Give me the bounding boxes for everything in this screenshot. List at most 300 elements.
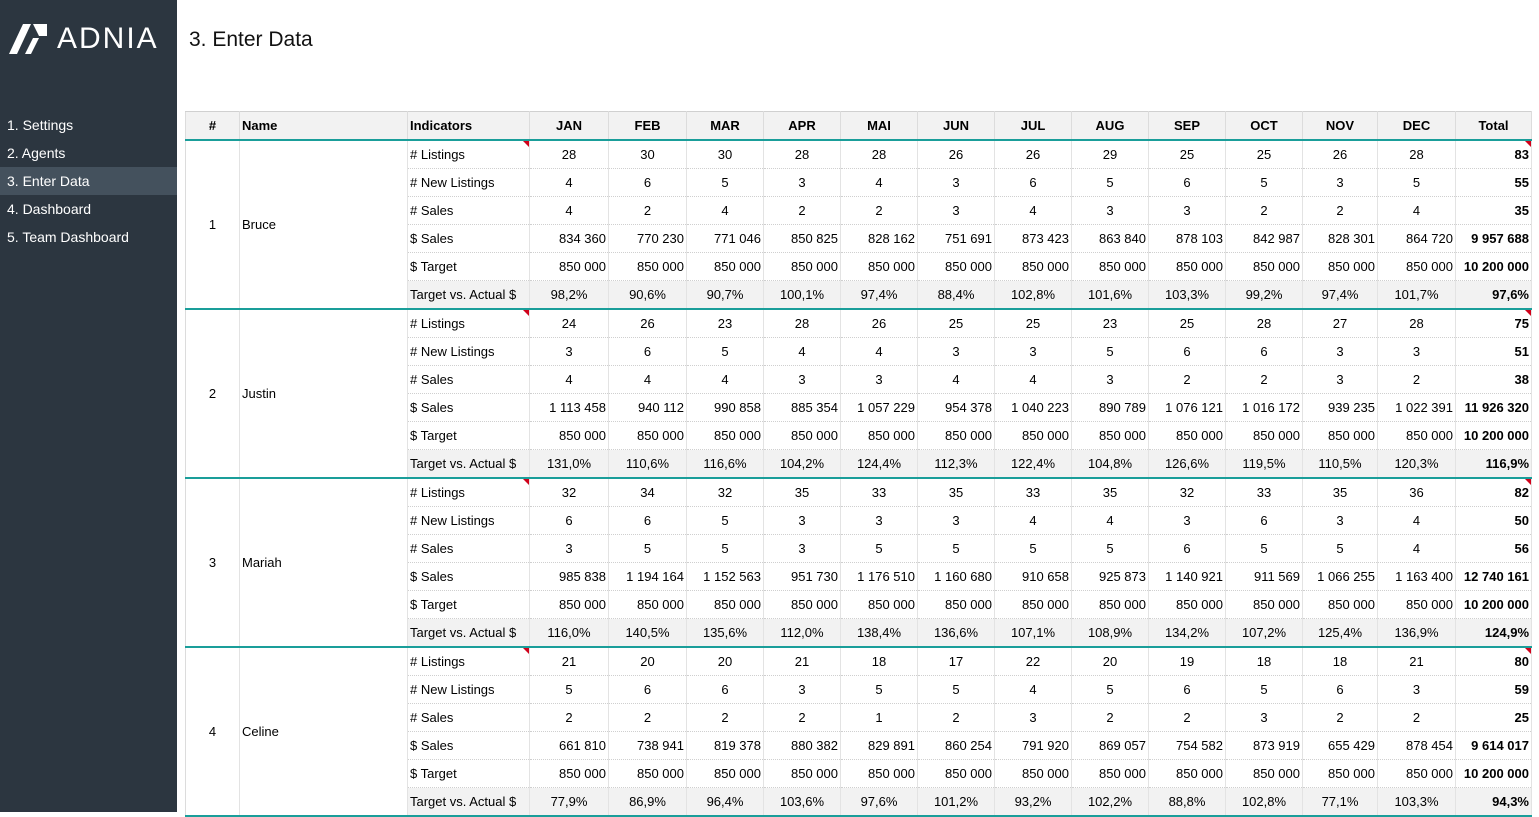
month-value-cell: 104,2%	[764, 450, 841, 479]
header-month: MAI	[841, 112, 918, 141]
month-value-cell[interactable]: 24	[530, 309, 609, 338]
month-value-cell[interactable]: 3	[918, 338, 995, 366]
month-value-cell[interactable]: 3	[1378, 338, 1456, 366]
month-value-cell[interactable]: 5	[918, 535, 995, 563]
indicator-label	[408, 309, 530, 338]
month-value-cell[interactable]: 3	[1072, 197, 1149, 225]
header-num: #	[186, 112, 240, 141]
month-value-cell[interactable]: 4	[1378, 535, 1456, 563]
month-value-cell[interactable]: 850 825	[764, 225, 841, 253]
month-value-cell[interactable]: 5	[995, 535, 1072, 563]
month-value-cell[interactable]: 4	[841, 338, 918, 366]
month-value-cell[interactable]: 6	[1226, 338, 1303, 366]
month-value-cell[interactable]: 2	[918, 704, 995, 732]
month-value-cell[interactable]: 21	[764, 647, 841, 676]
month-value-cell[interactable]: 5	[530, 676, 609, 704]
month-value-cell: 125,4%	[1303, 619, 1378, 648]
month-value-cell[interactable]: 20	[1072, 647, 1149, 676]
total-cell	[1456, 507, 1532, 535]
month-value-cell[interactable]: 3	[995, 338, 1072, 366]
month-value-cell[interactable]: 850 000	[530, 760, 609, 788]
month-value-cell[interactable]: 30	[609, 140, 687, 169]
month-value-cell[interactable]: 3	[530, 338, 609, 366]
month-value-cell[interactable]: 18	[841, 647, 918, 676]
indicator-text: $ Sales	[410, 400, 454, 415]
month-value-cell[interactable]: 5	[1226, 676, 1303, 704]
month-value-cell[interactable]: 738 941	[609, 732, 687, 760]
month-value-cell[interactable]: 25	[1149, 309, 1226, 338]
month-value-cell[interactable]: 3	[764, 676, 841, 704]
month-value-cell[interactable]: 951 730	[764, 563, 841, 591]
month-value-cell[interactable]: 1 152 563	[687, 563, 764, 591]
month-value-cell[interactable]: 842 987	[1226, 225, 1303, 253]
total-value: 75	[1514, 316, 1529, 331]
month-value-cell[interactable]: 4	[995, 366, 1072, 394]
month-value-cell[interactable]: 850 000	[841, 253, 918, 281]
month-value-cell[interactable]: 28	[1226, 309, 1303, 338]
month-value-cell[interactable]: 850 000	[530, 591, 609, 619]
month-value-cell: 110,5%	[1303, 450, 1378, 479]
agent-number[interactable]: 4	[186, 647, 240, 816]
month-value-cell[interactable]: 35	[918, 478, 995, 507]
month-value-cell[interactable]: 834 360	[530, 225, 609, 253]
month-value-cell[interactable]: 5	[687, 169, 764, 197]
month-value-cell[interactable]: 873 423	[995, 225, 1072, 253]
month-value-cell[interactable]: 26	[609, 309, 687, 338]
total-value: 82	[1514, 485, 1529, 500]
month-value-cell[interactable]: 2	[687, 704, 764, 732]
month-value-cell[interactable]: 5	[918, 676, 995, 704]
total-cell	[1456, 309, 1532, 338]
month-value-cell[interactable]: 850 000	[1072, 591, 1149, 619]
month-value-cell: 77,1%	[1303, 788, 1378, 817]
month-value-cell[interactable]: 661 810	[530, 732, 609, 760]
month-value-cell: 102,2%	[1072, 788, 1149, 817]
indicator-label	[408, 591, 530, 619]
month-value-cell[interactable]: 3	[918, 507, 995, 535]
indicator-label	[408, 676, 530, 704]
month-value-cell[interactable]: 850 000	[1226, 422, 1303, 450]
month-value-cell[interactable]: 878 103	[1149, 225, 1226, 253]
month-value-cell[interactable]: 4	[995, 676, 1072, 704]
month-value-cell[interactable]: 850 000	[1303, 253, 1378, 281]
month-value-cell[interactable]: 5	[1226, 169, 1303, 197]
month-value-cell[interactable]: 3	[1149, 197, 1226, 225]
indicator-text: Target vs. Actual $	[410, 625, 517, 640]
indicator-text: # Sales	[410, 203, 454, 218]
month-value-cell[interactable]: 2	[1226, 366, 1303, 394]
month-value-cell[interactable]: 4	[1378, 197, 1456, 225]
nav-item-dashboard[interactable]: 4. Dashboard	[7, 201, 92, 217]
month-value-cell[interactable]: 850 000	[764, 422, 841, 450]
indicator-label	[408, 140, 530, 169]
month-value-cell[interactable]: 5	[841, 535, 918, 563]
total-value: 94,3%	[1492, 794, 1529, 809]
total-value: 12 740 161	[1463, 569, 1529, 584]
month-value-cell[interactable]: 850 000	[687, 591, 764, 619]
month-value-cell[interactable]: 2	[764, 704, 841, 732]
nav-item-enter-data[interactable]: 3. Enter Data	[0, 167, 177, 195]
header-row	[186, 112, 1532, 141]
indicator-label	[408, 619, 530, 648]
month-value-cell[interactable]: 3	[918, 169, 995, 197]
month-value-cell[interactable]: 3	[841, 507, 918, 535]
month-value-cell[interactable]: 19	[1149, 647, 1226, 676]
month-value-cell[interactable]: 850 000	[918, 253, 995, 281]
month-value-cell[interactable]: 1 076 121	[1149, 394, 1226, 422]
indicator-label	[408, 535, 530, 563]
month-value-cell[interactable]: 2	[1149, 366, 1226, 394]
month-value-cell[interactable]: 850 000	[995, 591, 1072, 619]
month-value-cell[interactable]: 18	[1303, 647, 1378, 676]
month-value-cell[interactable]: 5	[1072, 169, 1149, 197]
month-value-cell[interactable]: 6	[1149, 338, 1226, 366]
indicator-label	[408, 169, 530, 197]
month-value-cell[interactable]: 850 000	[1149, 591, 1226, 619]
month-value-cell[interactable]: 850 000	[609, 591, 687, 619]
month-value-cell[interactable]: 28	[530, 140, 609, 169]
month-value-cell[interactable]: 850 000	[1303, 760, 1378, 788]
month-value-cell[interactable]: 5	[687, 507, 764, 535]
month-value-cell[interactable]: 2	[1226, 197, 1303, 225]
month-value-cell[interactable]: 4	[764, 338, 841, 366]
month-value-cell[interactable]: 26	[841, 309, 918, 338]
month-value-cell[interactable]: 35	[1072, 478, 1149, 507]
month-value-cell[interactable]: 6	[995, 169, 1072, 197]
month-value-cell[interactable]: 29	[1072, 140, 1149, 169]
month-value-cell[interactable]: 21	[1378, 647, 1456, 676]
month-value-cell[interactable]: 850 000	[1378, 591, 1456, 619]
month-value-cell[interactable]: 3	[1378, 676, 1456, 704]
month-value-cell: 140,5%	[609, 619, 687, 648]
month-value-cell[interactable]: 850 000	[609, 422, 687, 450]
month-value-cell[interactable]: 1 057 229	[841, 394, 918, 422]
month-value-cell[interactable]: 6	[687, 676, 764, 704]
month-value-cell[interactable]: 850 000	[687, 422, 764, 450]
month-value-cell[interactable]: 3	[1072, 366, 1149, 394]
month-value-cell[interactable]: 850 000	[1303, 422, 1378, 450]
month-value-cell[interactable]: 23	[1072, 309, 1149, 338]
month-value-cell[interactable]: 1 176 510	[841, 563, 918, 591]
month-value-cell[interactable]: 829 891	[841, 732, 918, 760]
month-value-cell[interactable]: 4	[841, 169, 918, 197]
month-value-cell[interactable]: 850 000	[609, 760, 687, 788]
month-value-cell[interactable]: 850 000	[1378, 760, 1456, 788]
month-value-cell[interactable]: 6	[1149, 676, 1226, 704]
month-value-cell[interactable]: 34	[609, 478, 687, 507]
month-value-cell[interactable]: 770 230	[609, 225, 687, 253]
month-value-cell[interactable]: 828 162	[841, 225, 918, 253]
month-value-cell[interactable]: 6	[1149, 169, 1226, 197]
month-value-cell[interactable]: 36	[1378, 478, 1456, 507]
month-value-cell[interactable]: 850 000	[764, 591, 841, 619]
month-value-cell[interactable]: 850 000	[1149, 760, 1226, 788]
month-value-cell[interactable]: 791 920	[995, 732, 1072, 760]
month-value-cell[interactable]: 885 354	[764, 394, 841, 422]
indicator-label	[408, 507, 530, 535]
month-value-cell[interactable]: 30	[687, 140, 764, 169]
month-value-cell[interactable]: 22	[995, 647, 1072, 676]
month-value-cell[interactable]: 5	[609, 535, 687, 563]
month-value-cell[interactable]: 850 000	[1149, 253, 1226, 281]
header-month: JUN	[918, 112, 995, 141]
total-value: 38	[1514, 372, 1529, 387]
month-value-cell[interactable]: 655 429	[1303, 732, 1378, 760]
month-value-cell[interactable]: 5	[687, 535, 764, 563]
month-value-cell[interactable]: 850 000	[609, 253, 687, 281]
month-value-cell[interactable]: 850 000	[530, 422, 609, 450]
month-value-cell[interactable]: 880 382	[764, 732, 841, 760]
month-value-cell[interactable]: 873 919	[1226, 732, 1303, 760]
month-value-cell: 97,4%	[1303, 281, 1378, 310]
month-value-cell[interactable]: 925 873	[1072, 563, 1149, 591]
month-value-cell[interactable]: 4	[687, 366, 764, 394]
indicator-label	[408, 563, 530, 591]
month-value-cell[interactable]: 954 378	[918, 394, 995, 422]
month-value-cell[interactable]: 4	[1378, 507, 1456, 535]
month-value-cell[interactable]: 939 235	[1303, 394, 1378, 422]
month-value-cell[interactable]: 910 658	[995, 563, 1072, 591]
header-month: NOV	[1303, 112, 1378, 141]
month-value-cell[interactable]: 863 840	[1072, 225, 1149, 253]
month-value-cell[interactable]: 6	[609, 507, 687, 535]
month-value-cell[interactable]: 2	[530, 704, 609, 732]
month-value-cell[interactable]: 28	[764, 309, 841, 338]
month-value-cell[interactable]: 6	[1303, 676, 1378, 704]
month-value-cell[interactable]: 850 000	[918, 760, 995, 788]
month-value-cell[interactable]: 5	[1378, 169, 1456, 197]
month-value-cell[interactable]: 2	[764, 197, 841, 225]
month-value-cell[interactable]: 20	[609, 647, 687, 676]
month-value-cell[interactable]: 850 000	[530, 253, 609, 281]
month-value-cell[interactable]: 890 789	[1072, 394, 1149, 422]
month-value-cell[interactable]: 2	[1378, 704, 1456, 732]
month-value-cell[interactable]: 819 378	[687, 732, 764, 760]
month-value-cell[interactable]: 850 000	[1378, 422, 1456, 450]
comment-indicator-icon	[1525, 648, 1531, 654]
month-value-cell[interactable]: 850 000	[841, 422, 918, 450]
month-value-cell[interactable]: 32	[1149, 478, 1226, 507]
month-value-cell[interactable]: 850 000	[995, 422, 1072, 450]
indicator-label	[408, 422, 530, 450]
month-value-cell[interactable]: 850 000	[1378, 253, 1456, 281]
agent-number[interactable]: 1	[186, 140, 240, 309]
month-value-cell[interactable]: 4	[609, 366, 687, 394]
month-value-cell[interactable]: 3	[530, 535, 609, 563]
month-value-cell: 77,9%	[530, 788, 609, 817]
month-value-cell[interactable]: 850 000	[995, 253, 1072, 281]
month-value-cell[interactable]: 5	[1072, 338, 1149, 366]
month-value-cell[interactable]: 5	[1072, 535, 1149, 563]
month-value-cell[interactable]: 1 016 172	[1226, 394, 1303, 422]
agent-name[interactable]: Bruce	[240, 140, 408, 309]
month-value-cell[interactable]: 35	[764, 478, 841, 507]
month-value-cell[interactable]: 6	[609, 676, 687, 704]
month-value-cell[interactable]: 850 000	[1226, 760, 1303, 788]
month-value-cell: 124,4%	[841, 450, 918, 479]
month-value-cell[interactable]: 940 112	[609, 394, 687, 422]
month-value-cell: 119,5%	[1226, 450, 1303, 479]
month-value-cell[interactable]: 33	[841, 478, 918, 507]
month-value-cell: 102,8%	[1226, 788, 1303, 817]
month-value-cell[interactable]: 6	[530, 507, 609, 535]
month-value-cell[interactable]: 850 000	[764, 760, 841, 788]
month-value-cell[interactable]: 850 000	[687, 253, 764, 281]
total-value: 56	[1514, 541, 1529, 556]
month-value-cell[interactable]: 2	[1072, 704, 1149, 732]
month-value-cell[interactable]: 1 163 400	[1378, 563, 1456, 591]
month-value-cell[interactable]: 5	[1072, 676, 1149, 704]
month-value-cell[interactable]: 1 194 164	[609, 563, 687, 591]
month-value-cell[interactable]: 6	[1149, 535, 1226, 563]
month-value-cell[interactable]: 850 000	[841, 591, 918, 619]
month-value-cell[interactable]: 4	[918, 366, 995, 394]
nav-item-settings[interactable]: 1. Settings	[7, 117, 74, 133]
month-value-cell[interactable]: 6	[1226, 507, 1303, 535]
month-value-cell[interactable]: 2	[609, 704, 687, 732]
month-value-cell[interactable]: 26	[995, 140, 1072, 169]
month-value-cell[interactable]: 2	[1303, 197, 1378, 225]
month-value-cell[interactable]: 3	[918, 197, 995, 225]
month-value-cell[interactable]: 985 838	[530, 563, 609, 591]
month-value-cell[interactable]: 878 454	[1378, 732, 1456, 760]
month-value-cell[interactable]: 850 000	[918, 422, 995, 450]
month-value-cell[interactable]: 864 720	[1378, 225, 1456, 253]
month-value-cell[interactable]: 32	[687, 478, 764, 507]
agent-name[interactable]: Justin	[240, 309, 408, 478]
total-cell	[1456, 422, 1532, 450]
header-month: OCT	[1226, 112, 1303, 141]
month-value-cell[interactable]: 20	[687, 647, 764, 676]
month-value-cell[interactable]: 33	[995, 478, 1072, 507]
month-value-cell[interactable]: 850 000	[1226, 591, 1303, 619]
month-value-cell[interactable]: 21	[530, 647, 609, 676]
comment-indicator-icon	[523, 479, 529, 485]
month-value-cell[interactable]: 18	[1226, 647, 1303, 676]
month-value-cell[interactable]: 25	[995, 309, 1072, 338]
month-value-cell[interactable]: 850 000	[687, 760, 764, 788]
month-value-cell[interactable]: 28	[764, 140, 841, 169]
month-value-cell[interactable]: 828 301	[1303, 225, 1378, 253]
month-value-cell[interactable]: 3	[1303, 366, 1378, 394]
month-value-cell[interactable]: 1 160 680	[918, 563, 995, 591]
month-value-cell[interactable]: 28	[1378, 309, 1456, 338]
month-value-cell[interactable]: 35	[1303, 478, 1378, 507]
nav-item-agents[interactable]: 2. Agents	[7, 145, 66, 161]
indicator-label	[408, 732, 530, 760]
nav-item-team-dashboard[interactable]: 5. Team Dashboard	[7, 229, 129, 245]
agent-number[interactable]: 3	[186, 478, 240, 647]
month-value-cell[interactable]: 5	[687, 338, 764, 366]
month-value-cell[interactable]: 6	[609, 169, 687, 197]
month-value-cell[interactable]: 1 022 391	[1378, 394, 1456, 422]
month-value-cell[interactable]: 25	[1226, 140, 1303, 169]
month-value-cell[interactable]: 3	[764, 366, 841, 394]
month-value-cell[interactable]: 3	[764, 507, 841, 535]
month-value-cell[interactable]: 751 691	[918, 225, 995, 253]
month-value-cell[interactable]: 26	[918, 140, 995, 169]
month-value-cell[interactable]: 3	[1226, 704, 1303, 732]
agent-number[interactable]: 2	[186, 309, 240, 478]
month-value-cell[interactable]: 5	[1303, 535, 1378, 563]
month-value-cell[interactable]: 4	[530, 169, 609, 197]
month-value-cell[interactable]: 850 000	[764, 253, 841, 281]
month-value-cell[interactable]: 4	[995, 197, 1072, 225]
month-value-cell[interactable]: 6	[609, 338, 687, 366]
month-value-cell[interactable]: 2	[841, 197, 918, 225]
month-value-cell[interactable]: 850 000	[1072, 422, 1149, 450]
month-value-cell[interactable]: 850 000	[918, 591, 995, 619]
month-value-cell[interactable]: 26	[1303, 140, 1378, 169]
agent-name[interactable]: Mariah	[240, 478, 408, 647]
month-value-cell[interactable]: 25	[1149, 140, 1226, 169]
month-value-cell[interactable]: 990 858	[687, 394, 764, 422]
month-value-cell[interactable]: 3	[1303, 338, 1378, 366]
month-value-cell[interactable]: 850 000	[1303, 591, 1378, 619]
month-value-cell[interactable]: 911 569	[1226, 563, 1303, 591]
month-value-cell[interactable]: 1	[841, 704, 918, 732]
month-value-cell[interactable]: 771 046	[687, 225, 764, 253]
month-value-cell[interactable]: 3	[764, 535, 841, 563]
month-value-cell[interactable]: 27	[1303, 309, 1378, 338]
month-value-cell[interactable]: 4	[995, 507, 1072, 535]
month-value-cell[interactable]: 4	[530, 197, 609, 225]
month-value-cell[interactable]: 850 000	[1149, 422, 1226, 450]
month-value-cell[interactable]: 28	[1378, 140, 1456, 169]
month-value-cell[interactable]: 869 057	[1072, 732, 1149, 760]
total-cell	[1456, 450, 1532, 479]
month-value-cell[interactable]: 2	[1378, 366, 1456, 394]
month-value-cell[interactable]: 28	[841, 140, 918, 169]
agent-name[interactable]: Celine	[240, 647, 408, 816]
month-value-cell[interactable]: 3	[1149, 507, 1226, 535]
month-value-cell[interactable]: 2	[1149, 704, 1226, 732]
month-value-cell[interactable]: 3	[1303, 507, 1378, 535]
month-value-cell[interactable]: 3	[841, 366, 918, 394]
month-value-cell[interactable]: 32	[530, 478, 609, 507]
month-value-cell[interactable]: 5	[841, 676, 918, 704]
month-value-cell[interactable]: 850 000	[995, 760, 1072, 788]
month-value-cell[interactable]: 23	[687, 309, 764, 338]
month-value-cell[interactable]: 25	[918, 309, 995, 338]
month-value-cell[interactable]: 860 254	[918, 732, 995, 760]
month-value-cell[interactable]: 3	[764, 169, 841, 197]
month-value-cell[interactable]: 1 113 458	[530, 394, 609, 422]
total-value: 55	[1514, 175, 1529, 190]
month-value-cell[interactable]: 1 140 921	[1149, 563, 1226, 591]
month-value-cell[interactable]: 17	[918, 647, 995, 676]
month-value-cell[interactable]: 850 000	[1226, 253, 1303, 281]
indicator-label	[408, 478, 530, 507]
month-value-cell[interactable]: 2	[609, 197, 687, 225]
month-value-cell[interactable]: 3	[1303, 169, 1378, 197]
month-value-cell[interactable]: 4	[1072, 507, 1149, 535]
month-value-cell[interactable]: 4	[687, 197, 764, 225]
month-value-cell[interactable]: 3	[995, 704, 1072, 732]
month-value-cell[interactable]: 33	[1226, 478, 1303, 507]
month-value-cell[interactable]: 850 000	[1072, 253, 1149, 281]
month-value-cell[interactable]: 2	[1303, 704, 1378, 732]
total-cell	[1456, 535, 1532, 563]
month-value-cell[interactable]: 1 066 255	[1303, 563, 1378, 591]
month-value-cell[interactable]: 850 000	[1072, 760, 1149, 788]
month-value-cell[interactable]: 850 000	[841, 760, 918, 788]
month-value-cell[interactable]: 4	[530, 366, 609, 394]
comment-indicator-icon	[1525, 141, 1531, 147]
month-value-cell[interactable]: 754 582	[1149, 732, 1226, 760]
month-value-cell[interactable]: 5	[1226, 535, 1303, 563]
month-value-cell[interactable]: 1 040 223	[995, 394, 1072, 422]
